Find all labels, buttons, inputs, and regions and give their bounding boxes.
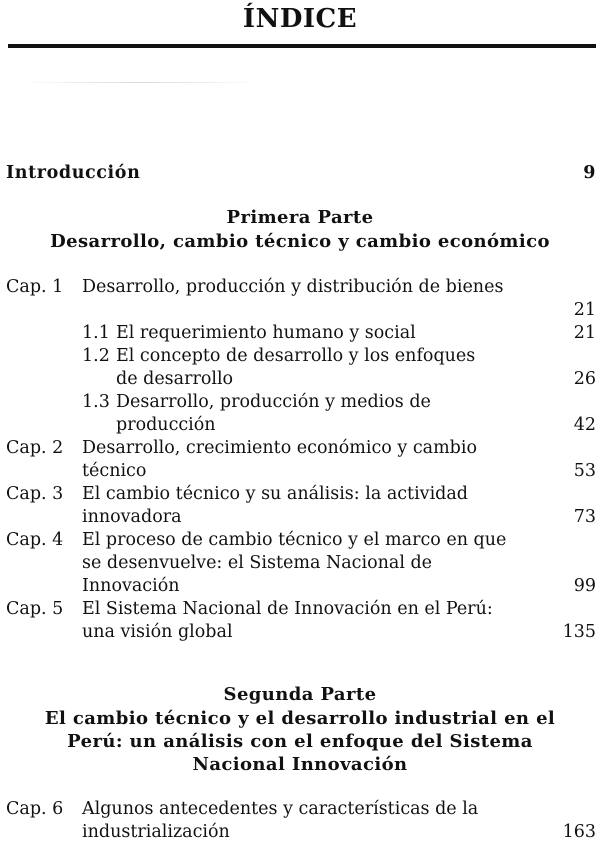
chapter-title: El Sistema Nacional de Innovación en el Perú: una visión global: [82, 599, 493, 642]
toc-entry-cap-4: [6, 529, 596, 598]
part-subtitle-2-line-2: Perú: un análisis con el enfoque del Sistema: [67, 731, 533, 752]
entry-label: Introducción: [6, 163, 141, 183]
chapter-title: El cambio técnico y su análisis: la actividad innovadora: [82, 484, 469, 527]
toc-entry-introduccion: [6, 162, 596, 185]
page-number: 42: [573, 415, 596, 435]
part-subtitle-2-line-3: Nacional Innovación: [192, 754, 408, 775]
section-number: 1.3: [82, 392, 110, 412]
section-number: 1.2: [82, 346, 110, 366]
chapter-number: Cap. 3: [6, 484, 64, 504]
chapter-number: Cap. 2: [6, 438, 64, 458]
page-number: 9: [583, 163, 596, 183]
toc-entry-1-1: [82, 322, 596, 345]
page-number: 21: [573, 323, 596, 343]
section-title: El concepto de desarrollo y los enfoques de desarrollo: [116, 346, 476, 389]
chapter-number: Cap. 6: [6, 799, 64, 819]
page-number: 21: [573, 300, 596, 320]
page-number: 73: [573, 507, 596, 527]
part-subtitle-1: Desarrollo, cambio técnico y cambio económico: [50, 231, 550, 252]
chapter-title: Desarrollo, crecimiento económico y cambio técnico: [82, 438, 477, 481]
page-number: 135: [562, 622, 596, 642]
chapter-title: El proceso de cambio técnico y el marco en que se desenvuelve: el Sistema Nacional de Innovación: [82, 530, 507, 596]
page-number: 99: [573, 576, 596, 596]
chapter-number: Cap. 5: [6, 599, 64, 619]
part-subtitle-2-line-1: El cambio técnico y el desarrollo industrial en el: [44, 708, 556, 729]
title-rule: [8, 44, 596, 48]
toc-entry-1-3: [82, 391, 596, 437]
chapter-title: Algunos antecedentes y características de la industrialización: [82, 799, 479, 842]
page-number: 26: [573, 369, 596, 389]
toc-entry-cap-6: [6, 798, 596, 844]
toc-entry-cap-2: [6, 437, 596, 483]
toc-entry-cap-1: [6, 276, 596, 322]
page-title: ÍNDICE: [242, 4, 358, 34]
part-heading-1: Primera Parte: [226, 207, 374, 228]
chapter-number: Cap. 1: [6, 277, 64, 297]
page-number: 163: [562, 822, 596, 842]
chapter-title: Desarrollo, producción y distribución de bienes: [82, 277, 504, 297]
toc-entry-cap-5: [6, 598, 596, 644]
page-number: 53: [573, 461, 596, 481]
section-number: 1.1: [82, 323, 110, 343]
section-title: Desarrollo, producción y medios de producción: [116, 392, 431, 435]
toc-entry-1-2: [82, 345, 596, 391]
scan-artifact: [20, 82, 260, 83]
chapter-number: Cap. 4: [6, 530, 64, 550]
part-heading-2: Segunda Parte: [223, 684, 377, 705]
section-title: El requerimiento humano y social: [116, 323, 416, 343]
toc-entry-cap-3: [6, 483, 596, 529]
